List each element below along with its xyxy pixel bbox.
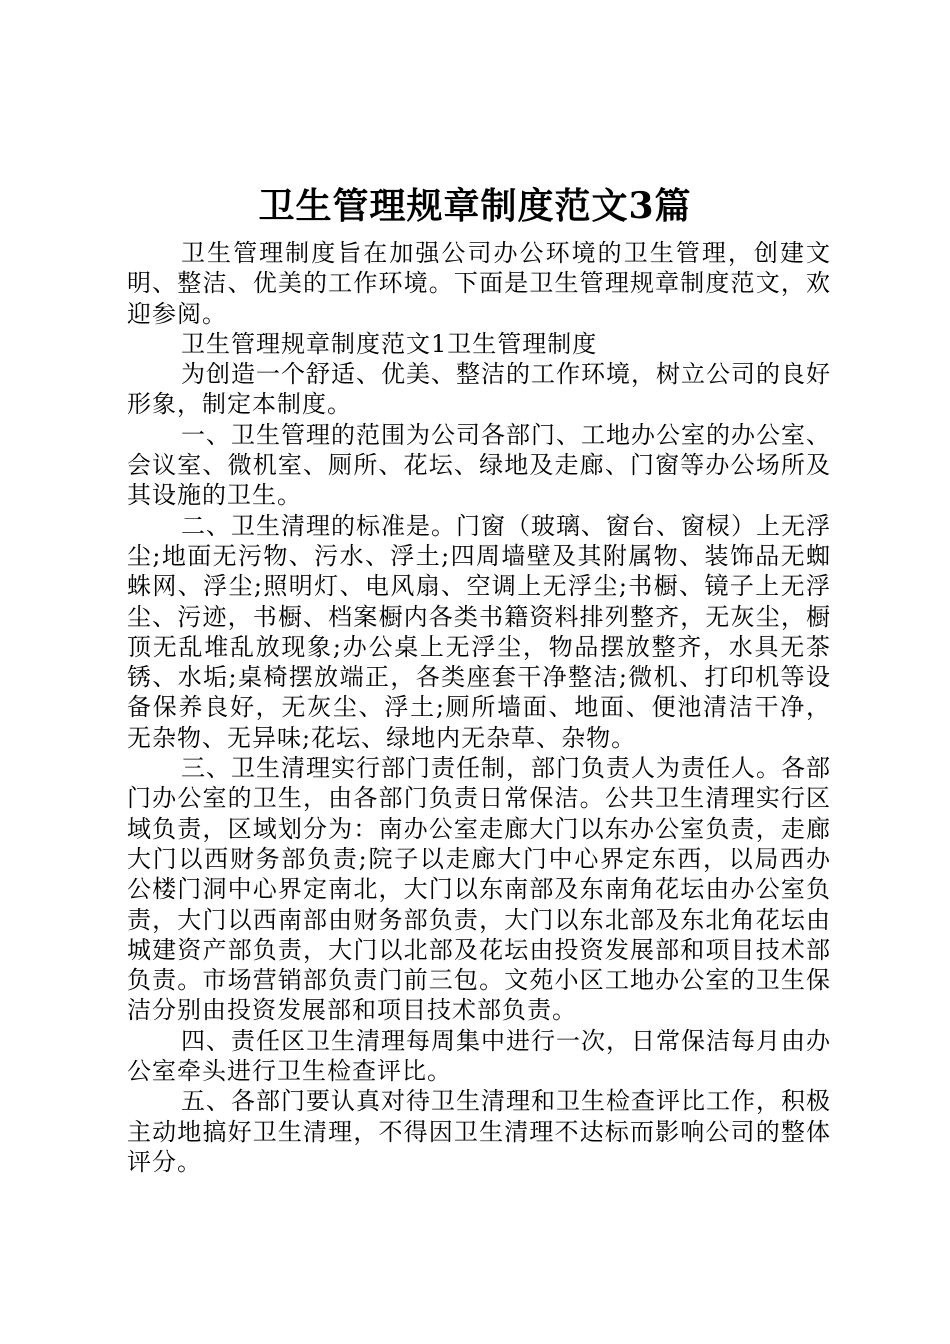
section-heading: 卫生管理规章制度范文1卫生管理制度 (181, 329, 598, 358)
document-body (127, 238, 831, 1177)
clause-2-paragraph: 二、卫生清理的标准是。门窗（玻璃、窗台、窗棂）上无浮尘;地面无污物、污水、浮土;四周墙壁及其附属物、装饰品无蜘蛛网、浮尘;照明灯、电风扇、空调上无浮尘;书橱、镜子上无浮尘、污迹，书橱、档案橱内各类书籍资料排列整齐，无灰尘，橱顶无乱堆乱放现象;办公桌上无浮尘，物品摆放整齐，水具无茶锈、水垢;桌椅摆放端正，各类座套干净整洁;微机、打印机等设备保养良好，无灰尘、浮土;厕所墙面、地面、便池清洁干净，无杂物、无异味;花坛、绿地内无杂草、杂物。 (127, 511, 831, 752)
document-title: 卫生管理规章制度范文3篇 (258, 185, 692, 227)
intro-paragraph: 卫生管理制度旨在加强公司办公环境的卫生管理，创建文明、整洁、优美的工作环境。下面是卫生管理规章制度范文，欢迎参阅。 (127, 239, 831, 328)
clause-5-paragraph: 五、各部门要认真对待卫生清理和卫生检查评比工作，积极主动地搞好卫生清理，不得因卫生清理不达标而影响公司的整体评分。 (127, 1087, 831, 1176)
clause-1-paragraph: 一、卫生管理的范围为公司各部门、工地办公室的办公室、会议室、微机室、厕所、花坛、绿地及走廊、门窗等办公场所及其设施的卫生。 (127, 420, 831, 510)
clause-3-paragraph: 三、卫生清理实行部门责任制，部门负责人为责任人。各部门办公室的卫生，由各部门负责日常保洁。公共卫生清理实行区域负责，区域划分为：南办公室走廊大门以东办公室负责，走廊大门以西财务部负责;院子以走廊大门中心界定东西，以局西办公楼门洞中心界定南北，大门以东南部及东南角花坛由办公室负责，大门以西南部由财务部负责，大门以东北部及东北角花坛由城建资产部负责，大门以北部及花坛由投资发展部和项目技术部负责。市场营销部负责门前三包。文苑小区工地办公室的卫生保洁分别由投资发展部和项目技术部负责。 (127, 754, 831, 1025)
clause-4-paragraph: 四、责任区卫生清理每周集中进行一次，日常保洁每月由办公室牵头进行卫生检查评比。 (127, 1026, 831, 1086)
purpose-paragraph: 为创造一个舒适、优美、整洁的工作环境，树立公司的良好形象，制定本制度。 (127, 360, 831, 419)
